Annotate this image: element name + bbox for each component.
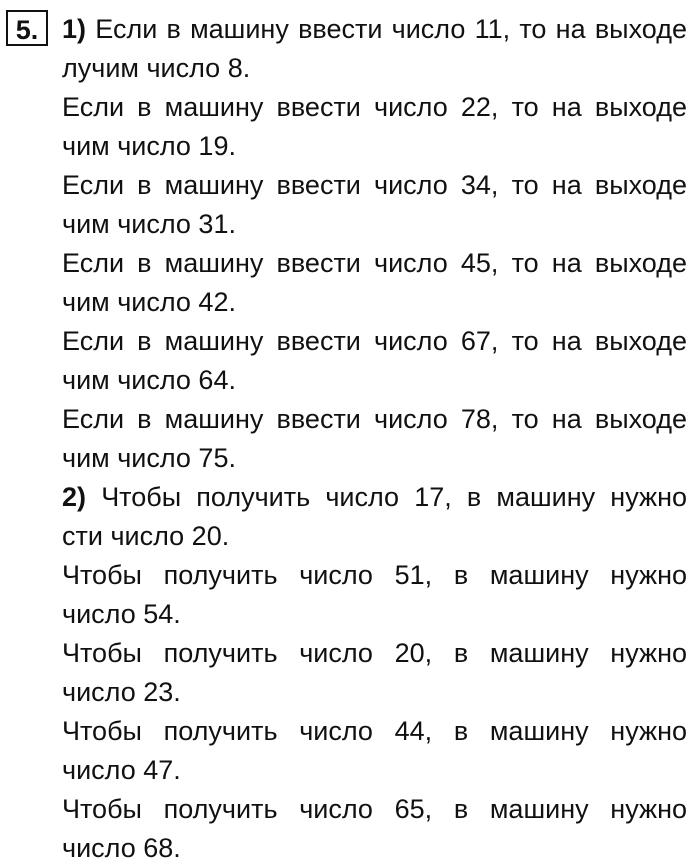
- text-line: [62, 556, 687, 595]
- text-line: [62, 322, 687, 361]
- line-text: Если в машину ввести число 11, то на выходе: [95, 14, 687, 44]
- line-text: Чтобы получить число 44, в машину нужно: [62, 716, 687, 746]
- line-text: Чтобы получить число 65, в машину нужно: [62, 794, 687, 824]
- line-text: чим число 75.: [62, 443, 236, 473]
- problem-number: 5.: [6, 10, 48, 46]
- text-line: [62, 712, 687, 751]
- text-line: [62, 361, 687, 400]
- text-line: [62, 751, 687, 790]
- line-text: число 68.: [62, 833, 181, 863]
- part-label: 1): [62, 14, 87, 44]
- line-text: число 47.: [62, 755, 181, 785]
- text-line: [62, 673, 687, 712]
- text-line: [62, 10, 687, 49]
- line-text: Чтобы получить число 17, в машину нужно: [101, 482, 687, 512]
- line-text: Если в машину ввести число 78, то на выходе: [62, 404, 687, 434]
- text-line: [62, 595, 687, 634]
- line-text: число 23.: [62, 677, 181, 707]
- line-text: Если в машину ввести число 67, то на выходе: [62, 326, 687, 356]
- line-text: Чтобы получить число 51, в машину нужно: [62, 560, 687, 590]
- solution-text: [62, 10, 687, 868]
- text-line: [62, 283, 687, 322]
- text-line: [62, 127, 687, 166]
- line-text: Если в машину ввести число 34, то на выходе: [62, 170, 687, 200]
- line-text: Чтобы получить число 20, в машину нужно: [62, 638, 687, 668]
- text-line: [62, 205, 687, 244]
- line-text: сти число 20.: [62, 521, 230, 551]
- text-line: [62, 400, 687, 439]
- line-text: чим число 31.: [62, 209, 236, 239]
- line-text: лучим число 8.: [62, 53, 251, 83]
- text-line: [62, 790, 687, 829]
- line-text: Если в машину ввести число 22, то на выходе: [62, 92, 687, 122]
- line-text: чим число 64.: [62, 365, 236, 395]
- text-line: [62, 439, 687, 478]
- text-line: [62, 517, 687, 556]
- text-line: [62, 49, 687, 88]
- text-line: [62, 478, 687, 517]
- line-text: чим число 42.: [62, 287, 236, 317]
- line-text: число 54.: [62, 599, 181, 629]
- line-text: чим число 19.: [62, 131, 236, 161]
- text-line: [62, 244, 687, 283]
- line-text: Если в машину ввести число 45, то на выходе: [62, 248, 687, 278]
- text-line: [62, 829, 687, 868]
- text-line: [62, 88, 687, 127]
- text-line: [62, 634, 687, 673]
- text-line: [62, 166, 687, 205]
- part-label: 2): [62, 482, 87, 512]
